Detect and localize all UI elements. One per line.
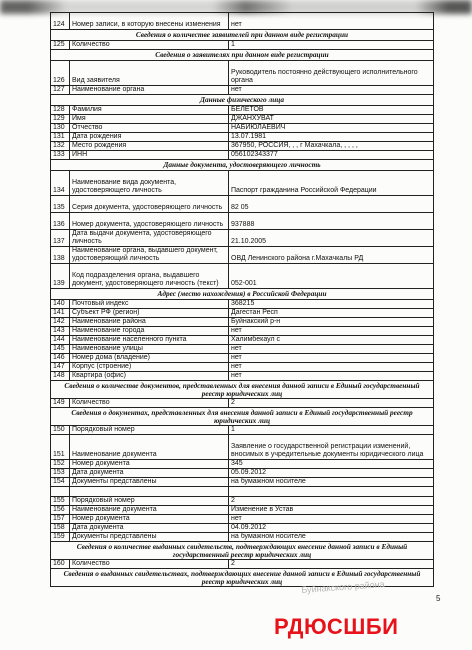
table-row bbox=[51, 506, 434, 515]
row-number-cell: 157 bbox=[51, 515, 70, 524]
field-value-cell: 1 bbox=[229, 426, 434, 435]
spacer-cell bbox=[229, 487, 434, 497]
table-row bbox=[51, 171, 434, 196]
table-row bbox=[51, 213, 434, 230]
row-number-cell: 140 bbox=[51, 300, 70, 309]
field-value-cell: нет bbox=[229, 345, 434, 354]
field-label-cell: Количество bbox=[70, 560, 229, 569]
section-header-text: Сведения о заявителях при данном виде регистрации bbox=[51, 50, 434, 61]
row-number-cell: 137 bbox=[51, 230, 70, 247]
field-label-cell: Номер дома (владение) bbox=[70, 354, 229, 363]
field-label-cell: Имя bbox=[70, 115, 229, 124]
table-row bbox=[51, 196, 434, 213]
row-number-cell: 135 bbox=[51, 196, 70, 213]
row-number-cell: 130 bbox=[51, 124, 70, 133]
field-value-cell: нет bbox=[229, 86, 434, 95]
field-label-cell: Номер документа bbox=[70, 515, 229, 524]
row-number-cell: 124 bbox=[51, 13, 70, 30]
row-number-cell: 154 bbox=[51, 478, 70, 487]
field-label-cell: Наименование документа bbox=[70, 506, 229, 515]
section-header-row bbox=[51, 95, 434, 106]
row-number-cell: 143 bbox=[51, 327, 70, 336]
field-value-cell: 2 bbox=[229, 497, 434, 506]
table-row bbox=[51, 230, 434, 247]
table-row bbox=[51, 460, 434, 469]
section-header-text: Сведения о количестве выданных свидетельств, подтверждающих внесение данной записи в Единый государственный реестр юридических лиц bbox=[51, 542, 434, 560]
table-row bbox=[51, 115, 434, 124]
field-label-cell: Отчество bbox=[70, 124, 229, 133]
table-row bbox=[51, 151, 434, 160]
section-header-row bbox=[51, 542, 434, 560]
table-row bbox=[51, 354, 434, 363]
row-number-cell: 150 bbox=[51, 426, 70, 435]
field-label-cell: Квартира (офис) bbox=[70, 372, 229, 381]
field-label-cell: Порядковый номер bbox=[70, 426, 229, 435]
table-row bbox=[51, 372, 434, 381]
section-header-text: Данные физического лица bbox=[51, 95, 434, 106]
table-row bbox=[51, 61, 434, 86]
table-row bbox=[51, 524, 434, 533]
field-label-cell: Номер документа, удостоверяющего личность bbox=[70, 213, 229, 230]
field-value-cell: 2 bbox=[229, 560, 434, 569]
table-row bbox=[51, 426, 434, 435]
table-row bbox=[51, 106, 434, 115]
field-value-cell: 82 05 bbox=[229, 196, 434, 213]
watermark-text: Буйнакского района bbox=[301, 579, 385, 595]
field-value-cell: Халимбекаул с bbox=[229, 336, 434, 345]
row-number-cell: 131 bbox=[51, 133, 70, 142]
row-number-cell: 147 bbox=[51, 363, 70, 372]
field-label-cell: Код подразделения органа, выдавшего документ, удостоверяющего личность (текст) bbox=[70, 264, 229, 289]
field-value-cell: 052-001 bbox=[229, 264, 434, 289]
field-label-cell: Наименование района bbox=[70, 318, 229, 327]
field-value-cell: нет bbox=[229, 363, 434, 372]
field-value-cell: 345 bbox=[229, 460, 434, 469]
field-value-cell: Изменение в Устав bbox=[229, 506, 434, 515]
row-number-cell: 129 bbox=[51, 115, 70, 124]
field-label-cell: Количество bbox=[70, 399, 229, 408]
row-number-cell: 134 bbox=[51, 171, 70, 196]
field-label-cell: Дата рождения bbox=[70, 133, 229, 142]
table-row bbox=[51, 560, 434, 569]
section-header-text: Адрес (место нахождения) в Российской Федерации bbox=[51, 289, 434, 300]
field-value-cell: 2 bbox=[229, 399, 434, 408]
field-label-cell: Номер записи, в которую внесены изменения bbox=[70, 13, 229, 30]
field-value-cell: 04.09.2012 bbox=[229, 524, 434, 533]
section-header-text: Данные документа, удостоверяющего личность bbox=[51, 160, 434, 171]
field-label-cell: Документы представлены bbox=[70, 533, 229, 542]
field-value-cell: нет bbox=[229, 13, 434, 30]
table-row bbox=[51, 300, 434, 309]
field-label-cell: Наименование улицы bbox=[70, 345, 229, 354]
field-label-cell: Наименование органа, выдавшего документ, удостоверяющий личность bbox=[70, 247, 229, 264]
table-row bbox=[51, 533, 434, 542]
field-value-cell: нет bbox=[229, 515, 434, 524]
row-number-cell: 146 bbox=[51, 354, 70, 363]
spacer-cell bbox=[51, 487, 70, 497]
field-value-cell: Буйнакский р-н bbox=[229, 318, 434, 327]
row-number-cell: 159 bbox=[51, 533, 70, 542]
table-row bbox=[51, 336, 434, 345]
field-label-cell: Фамилия bbox=[70, 106, 229, 115]
field-value-cell: Паспорт гражданина Российской Федерации bbox=[229, 171, 434, 196]
table-row bbox=[51, 13, 434, 30]
registry-table-body bbox=[51, 13, 434, 587]
row-number-cell: 138 bbox=[51, 247, 70, 264]
spacer-row bbox=[51, 487, 434, 497]
field-label-cell: Наименование вида документа, удостоверяющего личность bbox=[70, 171, 229, 196]
field-label-cell: ИНН bbox=[70, 151, 229, 160]
section-header-row bbox=[51, 408, 434, 426]
section-header-text: Сведения о количестве заявителей при данном виде регистрации bbox=[51, 30, 434, 41]
table-row bbox=[51, 497, 434, 506]
row-number-cell: 126 bbox=[51, 61, 70, 86]
field-label-cell: Корпус (строение) bbox=[70, 363, 229, 372]
field-value-cell: 367950, РОССИЯ, , , г Махачкала, , , , , bbox=[229, 142, 434, 151]
table-row bbox=[51, 247, 434, 264]
field-value-cell: нет bbox=[229, 354, 434, 363]
field-label-cell: Порядковый номер bbox=[70, 497, 229, 506]
table-row bbox=[51, 469, 434, 478]
field-label-cell: Количество bbox=[70, 41, 229, 50]
section-header-row bbox=[51, 160, 434, 171]
row-number-cell: 132 bbox=[51, 142, 70, 151]
section-header-text: Сведения о выданных свидетельствах, подтверждающих внесение данной записи в Единый государственный реестр юридических лиц bbox=[51, 569, 434, 587]
section-header-row bbox=[51, 289, 434, 300]
table-row bbox=[51, 124, 434, 133]
table-row bbox=[51, 133, 434, 142]
field-value-cell: 13.07.1981 bbox=[229, 133, 434, 142]
field-value-cell: Заявление о государственной регистрации изменений, вносимых в учредительные документы юридического лица bbox=[229, 435, 434, 460]
row-number-cell: 151 bbox=[51, 435, 70, 460]
row-number-cell: 149 bbox=[51, 399, 70, 408]
row-number-cell: 158 bbox=[51, 524, 70, 533]
field-value-cell: нет bbox=[229, 372, 434, 381]
field-value-cell: 05.09.2012 bbox=[229, 469, 434, 478]
table-row bbox=[51, 435, 434, 460]
row-number-cell: 136 bbox=[51, 213, 70, 230]
row-number-cell: 155 bbox=[51, 497, 70, 506]
field-label-cell: Номер документа bbox=[70, 460, 229, 469]
table-row bbox=[51, 264, 434, 289]
field-value-cell: Дагестан Респ bbox=[229, 309, 434, 318]
row-number-cell: 156 bbox=[51, 506, 70, 515]
organization-logo: РДЮСШБИ bbox=[274, 614, 399, 639]
field-value-cell: на бумажном носителе bbox=[229, 533, 434, 542]
section-header-text: Сведения о документах, представленных для внесения данной записи в Единый государственный реестр юридических лиц bbox=[51, 408, 434, 426]
table-row bbox=[51, 515, 434, 524]
table-row bbox=[51, 318, 434, 327]
table-row bbox=[51, 363, 434, 372]
field-label-cell: Вид заявителя bbox=[70, 61, 229, 86]
field-label-cell: Дата документа bbox=[70, 469, 229, 478]
field-label-cell: Почтовый индекс bbox=[70, 300, 229, 309]
field-label-cell: Серия документа, удостоверяющего личность bbox=[70, 196, 229, 213]
row-number-cell: 153 bbox=[51, 469, 70, 478]
section-header-text: Сведения о количестве документов, представленных для внесения данной записи в Единый государственный реестр юридических лиц bbox=[51, 381, 434, 399]
registry-table bbox=[50, 12, 434, 587]
field-label-cell: Дата документа bbox=[70, 524, 229, 533]
table-row bbox=[51, 327, 434, 336]
row-number-cell: 139 bbox=[51, 264, 70, 289]
field-value-cell: Руководитель постоянно действующего исполнительного органа bbox=[229, 61, 434, 86]
table-row bbox=[51, 309, 434, 318]
field-value-cell: 1 bbox=[229, 41, 434, 50]
field-value-cell: 21.10.2005 bbox=[229, 230, 434, 247]
field-label-cell: Наименование города bbox=[70, 327, 229, 336]
section-header-row bbox=[51, 381, 434, 399]
field-label-cell: Наименование органа bbox=[70, 86, 229, 95]
row-number-cell: 145 bbox=[51, 345, 70, 354]
row-number-cell: 148 bbox=[51, 372, 70, 381]
field-value-cell: НАБИЮЛАЕВИЧ bbox=[229, 124, 434, 133]
field-label-cell: Наименование населенного пункта bbox=[70, 336, 229, 345]
field-value-cell: ДЖАНХУВАТ bbox=[229, 115, 434, 124]
field-value-cell: нет bbox=[229, 327, 434, 336]
row-number-cell: 125 bbox=[51, 41, 70, 50]
row-number-cell: 128 bbox=[51, 106, 70, 115]
table-row bbox=[51, 86, 434, 95]
table-row bbox=[51, 142, 434, 151]
field-value-cell: БЕЛЕТОВ bbox=[229, 106, 434, 115]
field-value-cell: ОВД Ленинского района г.Махачкалы РД bbox=[229, 247, 434, 264]
page-number: 5 bbox=[436, 594, 441, 603]
section-header-row bbox=[51, 50, 434, 61]
row-number-cell: 127 bbox=[51, 86, 70, 95]
row-number-cell: 160 bbox=[51, 560, 70, 569]
field-label-cell: Наименование документа bbox=[70, 435, 229, 460]
row-number-cell: 133 bbox=[51, 151, 70, 160]
field-label-cell: Место рождения bbox=[70, 142, 229, 151]
row-number-cell: 152 bbox=[51, 460, 70, 469]
field-value-cell: 056102343377 bbox=[229, 151, 434, 160]
row-number-cell: 141 bbox=[51, 309, 70, 318]
row-number-cell: 144 bbox=[51, 336, 70, 345]
spacer-cell bbox=[70, 487, 229, 497]
field-label-cell: Документы представлены bbox=[70, 478, 229, 487]
field-value-cell: 368215 bbox=[229, 300, 434, 309]
field-value-cell: на бумажном носителе bbox=[229, 478, 434, 487]
table-row bbox=[51, 478, 434, 487]
table-row bbox=[51, 345, 434, 354]
field-value-cell: 937888 bbox=[229, 213, 434, 230]
row-number-cell: 142 bbox=[51, 318, 70, 327]
field-label-cell: Дата выдачи документа, удостоверяющего личность bbox=[70, 230, 229, 247]
section-header-row bbox=[51, 30, 434, 41]
table-row bbox=[51, 41, 434, 50]
field-label-cell: Субъект РФ (регион) bbox=[70, 309, 229, 318]
table-row bbox=[51, 399, 434, 408]
